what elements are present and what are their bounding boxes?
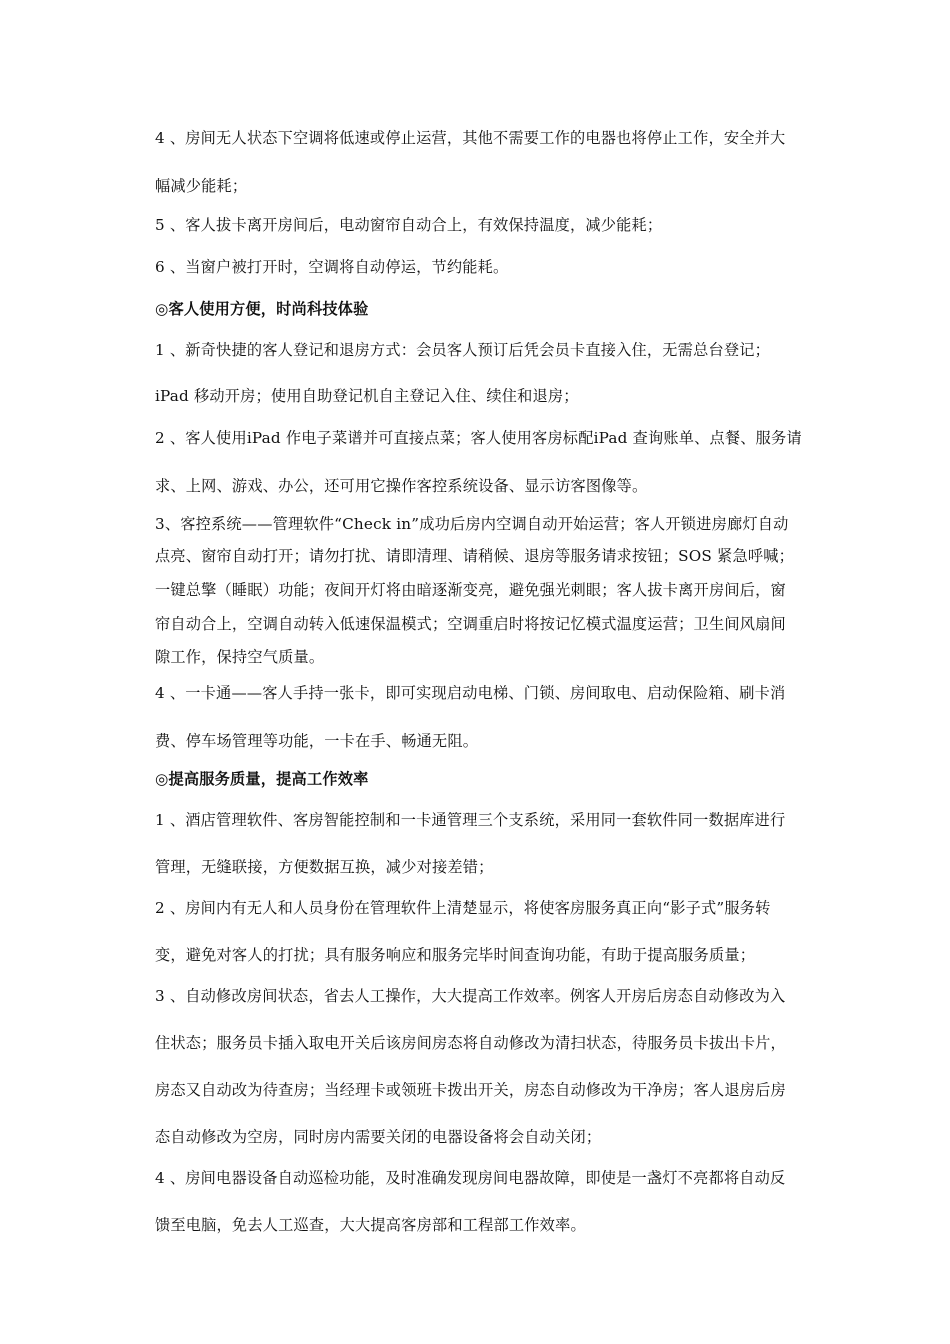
paragraph-line: 1 、新奇快捷的客人登记和退房方式：会员客人预订后凭会员卡直接入住，无需总台登记；: [155, 341, 771, 359]
paragraph-line: 点亮、窗帘自动打开；请勿打扰、请即清理、请稍候、退房等服务请求按钮；SOS 紧急呼喊；: [155, 547, 794, 565]
paragraph-line: 2 、房间内有无人和人员身份在管理软件上清楚显示，将使客房服务真正向“影子式”服务转: [155, 899, 771, 917]
paragraph-line: 隙工作，保持空气质量。: [155, 648, 325, 666]
paragraph-line: 求、上网、游戏、办公，还可用它操作客控系统设备、显示访客图像等。: [155, 477, 648, 495]
paragraph-line: 帘自动合上，空调自动转入低速保温模式；空调重启时将按记忆模式温度运营；卫生间风扇间: [155, 615, 786, 633]
paragraph-line: 费、停车场管理等功能，一卡在手、畅通无阻。: [155, 732, 479, 750]
paragraph-line: 3、客控系统——管理软件“Check in”成功后房内空调自动开始运营；客人开锁进房廊灯自动: [155, 515, 789, 533]
paragraph-line: 3 、自动修改房间状态，省去人工操作，大大提高工作效率。例客人开房后房态自动修改为入: [155, 987, 786, 1005]
paragraph-line: 一键总擎（睡眠）功能；夜间开灯将由暗逐渐变亮，避免强光刺眼；客人拔卡离开房间后，窗: [155, 581, 786, 599]
paragraph-line: 幅减少能耗；: [155, 177, 248, 195]
paragraph-line: 馈至电脑，免去人工巡查，大大提高客房部和工程部工作效率。: [155, 1216, 586, 1234]
paragraph-line: 态自动修改为空房，同时房内需要关闭的电器设备将会自动关闭；: [155, 1128, 602, 1146]
paragraph-line: 6 、当窗户被打开时，空调将自动停运，节约能耗。: [155, 258, 509, 276]
section-heading: ◎客人使用方便，时尚科技体验: [155, 300, 369, 318]
paragraph-line: 1 、酒店管理软件、客房智能控制和一卡通管理三个支系统，采用同一套软件同一数据库进行: [155, 811, 786, 829]
paragraph-line: 2 、客人使用iPad 作电子菜谱并可直接点菜；客人使用客房标配iPad 查询账单、点餐、服务请: [155, 429, 802, 447]
paragraph-line: 4 、房间电器设备自动巡检功能，及时准确发现房间电器故障，即使是一盏灯不亮都将自动反: [155, 1169, 786, 1187]
paragraph-line: 4 、一卡通——客人手持一张卡，即可实现启动电梯、门锁、房间取电、启动保险箱、刷卡消: [155, 684, 786, 702]
paragraph-line: iPad 移动开房；使用自助登记机自主登记入住、续住和退房；: [155, 387, 579, 405]
paragraph-line: 5 、客人拔卡离开房间后，电动窗帘自动合上，有效保持温度，减少能耗；: [155, 216, 663, 234]
paragraph-line: 管理，无缝联接，方便数据互换，减少对接差错；: [155, 858, 494, 876]
paragraph-line: 变，避免对客人的打扰；具有服务响应和服务完毕时间查询功能，有助于提高服务质量；: [155, 946, 756, 964]
section-heading: ◎提高服务质量，提高工作效率: [155, 770, 369, 788]
paragraph-line: 住状态；服务员卡插入取电开关后该房间房态将自动修改为清扫状态，待服务员卡拔出卡片，: [155, 1034, 786, 1052]
paragraph-line: 4 、房间无人状态下空调将低速或停止运营，其他不需要工作的电器也将停止工作，安全并大: [155, 129, 786, 147]
paragraph-line: 房态又自动改为待查房；当经理卡或领班卡拨出开关，房态自动修改为干净房；客人退房后房: [155, 1081, 786, 1099]
